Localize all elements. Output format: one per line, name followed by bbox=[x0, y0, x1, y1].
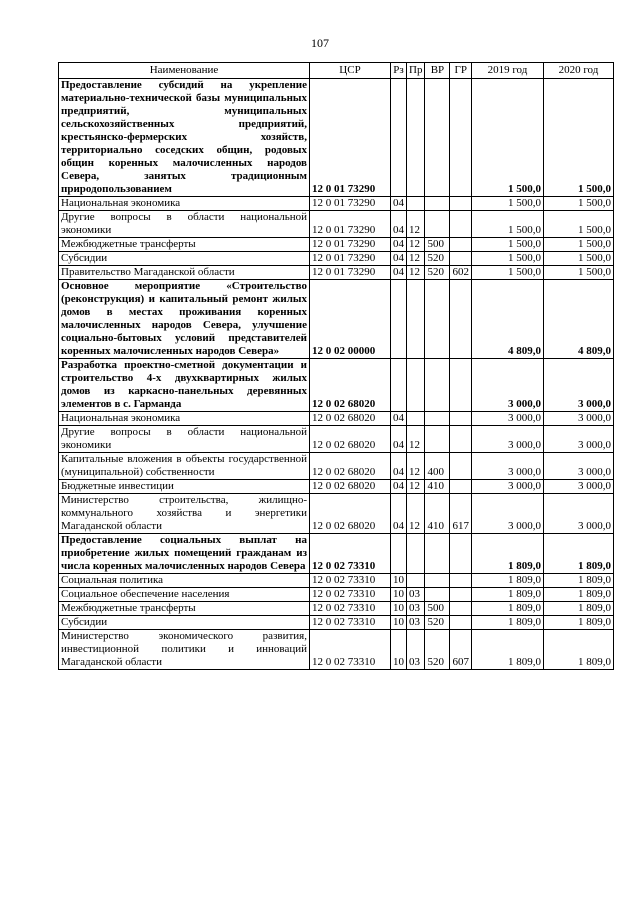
header-name: Наименование bbox=[59, 63, 310, 79]
table-row bbox=[59, 280, 614, 359]
row-value-2019: 1 500,0 bbox=[471, 252, 543, 266]
table-row bbox=[59, 588, 614, 602]
row-name: Разработка проектно-сметной документации и строительство 4-х двухквартирных жилых домов из каркасно-панельных деревянных элементов в с. Гарманда bbox=[59, 359, 310, 412]
row-rz: 10 bbox=[391, 574, 407, 588]
row-vr: 410 bbox=[425, 494, 450, 534]
row-gr bbox=[450, 412, 472, 426]
table-row bbox=[59, 359, 614, 412]
row-rz bbox=[391, 534, 407, 574]
row-name: Субсидии bbox=[59, 252, 310, 266]
row-rz: 04 bbox=[391, 426, 407, 453]
row-gr bbox=[450, 238, 472, 252]
row-value-2019: 1 500,0 bbox=[471, 211, 543, 238]
row-pr bbox=[407, 359, 425, 412]
row-value-2020: 1 500,0 bbox=[543, 211, 613, 238]
row-pr: 12 bbox=[407, 480, 425, 494]
row-vr bbox=[425, 211, 450, 238]
row-csr: 12 0 01 73290 bbox=[310, 211, 391, 238]
header-vr: ВР bbox=[425, 63, 450, 79]
row-gr bbox=[450, 534, 472, 574]
row-pr: 12 bbox=[407, 453, 425, 480]
row-pr: 12 bbox=[407, 238, 425, 252]
row-pr: 03 bbox=[407, 616, 425, 630]
row-rz: 04 bbox=[391, 453, 407, 480]
row-value-2019: 3 000,0 bbox=[471, 453, 543, 480]
row-rz: 04 bbox=[391, 480, 407, 494]
table-row bbox=[59, 426, 614, 453]
row-value-2020: 1 809,0 bbox=[543, 616, 613, 630]
table-body bbox=[59, 79, 614, 670]
row-rz bbox=[391, 280, 407, 359]
row-csr: 12 0 01 73290 bbox=[310, 197, 391, 211]
row-value-2020: 3 000,0 bbox=[543, 412, 613, 426]
row-value-2020: 3 000,0 bbox=[543, 494, 613, 534]
header-2019: 2019 год bbox=[471, 63, 543, 79]
table-row bbox=[59, 211, 614, 238]
row-name: Межбюджетные трансферты bbox=[59, 602, 310, 616]
row-value-2020: 1 500,0 bbox=[543, 238, 613, 252]
row-rz bbox=[391, 359, 407, 412]
row-pr bbox=[407, 574, 425, 588]
row-value-2019: 1 809,0 bbox=[471, 602, 543, 616]
row-value-2020: 3 000,0 bbox=[543, 426, 613, 453]
row-rz bbox=[391, 79, 407, 197]
row-pr bbox=[407, 197, 425, 211]
budget-table bbox=[58, 62, 614, 670]
table-row bbox=[59, 602, 614, 616]
header-csr: ЦСР bbox=[310, 63, 391, 79]
row-gr bbox=[450, 453, 472, 480]
row-name: Предоставление социальных выплат на приобретение жилых помещений гражданам из числа коренных малочисленных народов Севера bbox=[59, 534, 310, 574]
table-row bbox=[59, 480, 614, 494]
row-name: Субсидии bbox=[59, 616, 310, 630]
row-value-2020: 1 809,0 bbox=[543, 602, 613, 616]
row-value-2020: 3 000,0 bbox=[543, 480, 613, 494]
row-vr bbox=[425, 574, 450, 588]
page-number: 107 bbox=[311, 36, 329, 50]
row-csr: 12 0 02 73310 bbox=[310, 534, 391, 574]
row-name: Капитальные вложения в объекты государственной (муниципальной) собственности bbox=[59, 453, 310, 480]
row-value-2020: 1 809,0 bbox=[543, 630, 613, 670]
row-value-2019: 1 500,0 bbox=[471, 266, 543, 280]
row-gr bbox=[450, 359, 472, 412]
row-vr bbox=[425, 412, 450, 426]
row-csr: 12 0 02 73310 bbox=[310, 616, 391, 630]
table-row bbox=[59, 630, 614, 670]
row-name: Межбюджетные трансферты bbox=[59, 238, 310, 252]
row-pr: 03 bbox=[407, 602, 425, 616]
row-name: Другие вопросы в области национальной экономики bbox=[59, 426, 310, 453]
row-value-2020: 1 500,0 bbox=[543, 79, 613, 197]
row-vr bbox=[425, 79, 450, 197]
row-vr bbox=[425, 197, 450, 211]
header-pr: Пр bbox=[407, 63, 425, 79]
row-rz: 10 bbox=[391, 616, 407, 630]
row-value-2019: 1 500,0 bbox=[471, 238, 543, 252]
row-name: Другие вопросы в области национальной экономики bbox=[59, 211, 310, 238]
table-row bbox=[59, 412, 614, 426]
row-csr: 12 0 01 73290 bbox=[310, 252, 391, 266]
header-gr: ГР bbox=[450, 63, 472, 79]
row-pr: 12 bbox=[407, 266, 425, 280]
row-vr: 500 bbox=[425, 238, 450, 252]
row-value-2020: 1 809,0 bbox=[543, 588, 613, 602]
row-csr: 12 0 02 68020 bbox=[310, 426, 391, 453]
row-gr bbox=[450, 252, 472, 266]
row-name: Предоставление субсидий на укрепление материально-технической базы муниципальных предприятий, муниципальных сельскохозяйственных предприятий, крестьянско-фермерских хозяйств, территориально соседских общин, родовых общин коренных малочисленных народов Севера, занятых традиционным природопользованием bbox=[59, 79, 310, 197]
row-pr bbox=[407, 280, 425, 359]
row-value-2019: 1 809,0 bbox=[471, 630, 543, 670]
row-csr: 12 0 02 00000 bbox=[310, 280, 391, 359]
row-gr bbox=[450, 602, 472, 616]
table-row bbox=[59, 534, 614, 574]
row-gr bbox=[450, 588, 472, 602]
row-gr bbox=[450, 426, 472, 453]
row-vr: 520 bbox=[425, 252, 450, 266]
row-pr: 12 bbox=[407, 252, 425, 266]
row-name: Национальная экономика bbox=[59, 197, 310, 211]
row-csr: 12 0 02 73310 bbox=[310, 630, 391, 670]
row-pr: 03 bbox=[407, 588, 425, 602]
row-rz: 04 bbox=[391, 412, 407, 426]
table-row bbox=[59, 197, 614, 211]
row-rz: 04 bbox=[391, 238, 407, 252]
row-gr bbox=[450, 79, 472, 197]
row-rz: 04 bbox=[391, 494, 407, 534]
row-value-2020: 1 809,0 bbox=[543, 574, 613, 588]
row-csr: 12 0 02 73310 bbox=[310, 574, 391, 588]
row-value-2019: 3 000,0 bbox=[471, 494, 543, 534]
row-name: Социальная политика bbox=[59, 574, 310, 588]
row-gr: 602 bbox=[450, 266, 472, 280]
row-vr bbox=[425, 426, 450, 453]
row-csr: 12 0 02 68020 bbox=[310, 412, 391, 426]
row-vr bbox=[425, 588, 450, 602]
row-value-2019: 1 500,0 bbox=[471, 197, 543, 211]
row-name: Национальная экономика bbox=[59, 412, 310, 426]
row-gr: 607 bbox=[450, 630, 472, 670]
row-name: Правительство Магаданской области bbox=[59, 266, 310, 280]
row-rz: 10 bbox=[391, 630, 407, 670]
row-value-2019: 1 809,0 bbox=[471, 588, 543, 602]
row-value-2019: 1 809,0 bbox=[471, 574, 543, 588]
row-csr: 12 0 01 73290 bbox=[310, 238, 391, 252]
row-vr: 520 bbox=[425, 616, 450, 630]
row-gr bbox=[450, 574, 472, 588]
row-value-2019: 4 809,0 bbox=[471, 280, 543, 359]
row-gr: 617 bbox=[450, 494, 472, 534]
row-pr bbox=[407, 412, 425, 426]
row-gr bbox=[450, 197, 472, 211]
row-pr: 12 bbox=[407, 211, 425, 238]
row-name: Министерство строительства, жилищно-коммунального хозяйства и энергетики Магаданской области bbox=[59, 494, 310, 534]
row-pr: 03 bbox=[407, 630, 425, 670]
row-csr: 12 0 02 73310 bbox=[310, 588, 391, 602]
row-vr: 520 bbox=[425, 630, 450, 670]
table-row bbox=[59, 79, 614, 197]
row-name: Социальное обеспечение населения bbox=[59, 588, 310, 602]
row-csr: 12 0 02 68020 bbox=[310, 359, 391, 412]
row-name: Основное мероприятие «Строительство (реконструкция) и капитальный ремонт жилых домов в местах проживания коренных малочисленных народов Севера, улучшение социально-бытовых условий представителей коренных малочисленных народов Севера» bbox=[59, 280, 310, 359]
row-value-2020: 1 809,0 bbox=[543, 534, 613, 574]
row-csr: 12 0 02 73310 bbox=[310, 602, 391, 616]
row-value-2019: 3 000,0 bbox=[471, 412, 543, 426]
table-row bbox=[59, 453, 614, 480]
row-rz: 10 bbox=[391, 602, 407, 616]
row-value-2020: 1 500,0 bbox=[543, 266, 613, 280]
row-rz: 04 bbox=[391, 197, 407, 211]
table-row bbox=[59, 574, 614, 588]
row-value-2020: 1 500,0 bbox=[543, 197, 613, 211]
table-row bbox=[59, 238, 614, 252]
row-csr: 12 0 02 68020 bbox=[310, 480, 391, 494]
row-value-2019: 3 000,0 bbox=[471, 359, 543, 412]
table-header-row bbox=[59, 63, 614, 79]
row-name: Бюджетные инвестиции bbox=[59, 480, 310, 494]
header-2020: 2020 год bbox=[543, 63, 613, 79]
row-value-2020: 3 000,0 bbox=[543, 359, 613, 412]
row-value-2019: 3 000,0 bbox=[471, 426, 543, 453]
row-value-2019: 1 809,0 bbox=[471, 616, 543, 630]
row-vr bbox=[425, 359, 450, 412]
row-vr bbox=[425, 280, 450, 359]
row-pr bbox=[407, 534, 425, 574]
row-gr bbox=[450, 280, 472, 359]
row-value-2020: 4 809,0 bbox=[543, 280, 613, 359]
table-row bbox=[59, 494, 614, 534]
row-csr: 12 0 01 73290 bbox=[310, 266, 391, 280]
table-row bbox=[59, 266, 614, 280]
table-row bbox=[59, 252, 614, 266]
row-vr: 500 bbox=[425, 602, 450, 616]
row-name: Министерство экономического развития, инвестиционной политики и инноваций Магаданской области bbox=[59, 630, 310, 670]
row-gr bbox=[450, 211, 472, 238]
table-row bbox=[59, 616, 614, 630]
row-rz: 04 bbox=[391, 211, 407, 238]
row-value-2019: 1 809,0 bbox=[471, 534, 543, 574]
row-pr: 12 bbox=[407, 426, 425, 453]
header-rz: Рз bbox=[391, 63, 407, 79]
row-vr: 410 bbox=[425, 480, 450, 494]
row-rz: 04 bbox=[391, 266, 407, 280]
row-csr: 12 0 02 68020 bbox=[310, 453, 391, 480]
row-csr: 12 0 02 68020 bbox=[310, 494, 391, 534]
row-value-2019: 3 000,0 bbox=[471, 480, 543, 494]
row-vr: 400 bbox=[425, 453, 450, 480]
row-vr: 520 bbox=[425, 266, 450, 280]
row-csr: 12 0 01 73290 bbox=[310, 79, 391, 197]
row-rz: 10 bbox=[391, 588, 407, 602]
row-value-2020: 3 000,0 bbox=[543, 453, 613, 480]
row-pr bbox=[407, 79, 425, 197]
row-gr bbox=[450, 616, 472, 630]
row-pr: 12 bbox=[407, 494, 425, 534]
row-value-2019: 1 500,0 bbox=[471, 79, 543, 197]
row-value-2020: 1 500,0 bbox=[543, 252, 613, 266]
row-vr bbox=[425, 534, 450, 574]
row-rz: 04 bbox=[391, 252, 407, 266]
row-gr bbox=[450, 480, 472, 494]
